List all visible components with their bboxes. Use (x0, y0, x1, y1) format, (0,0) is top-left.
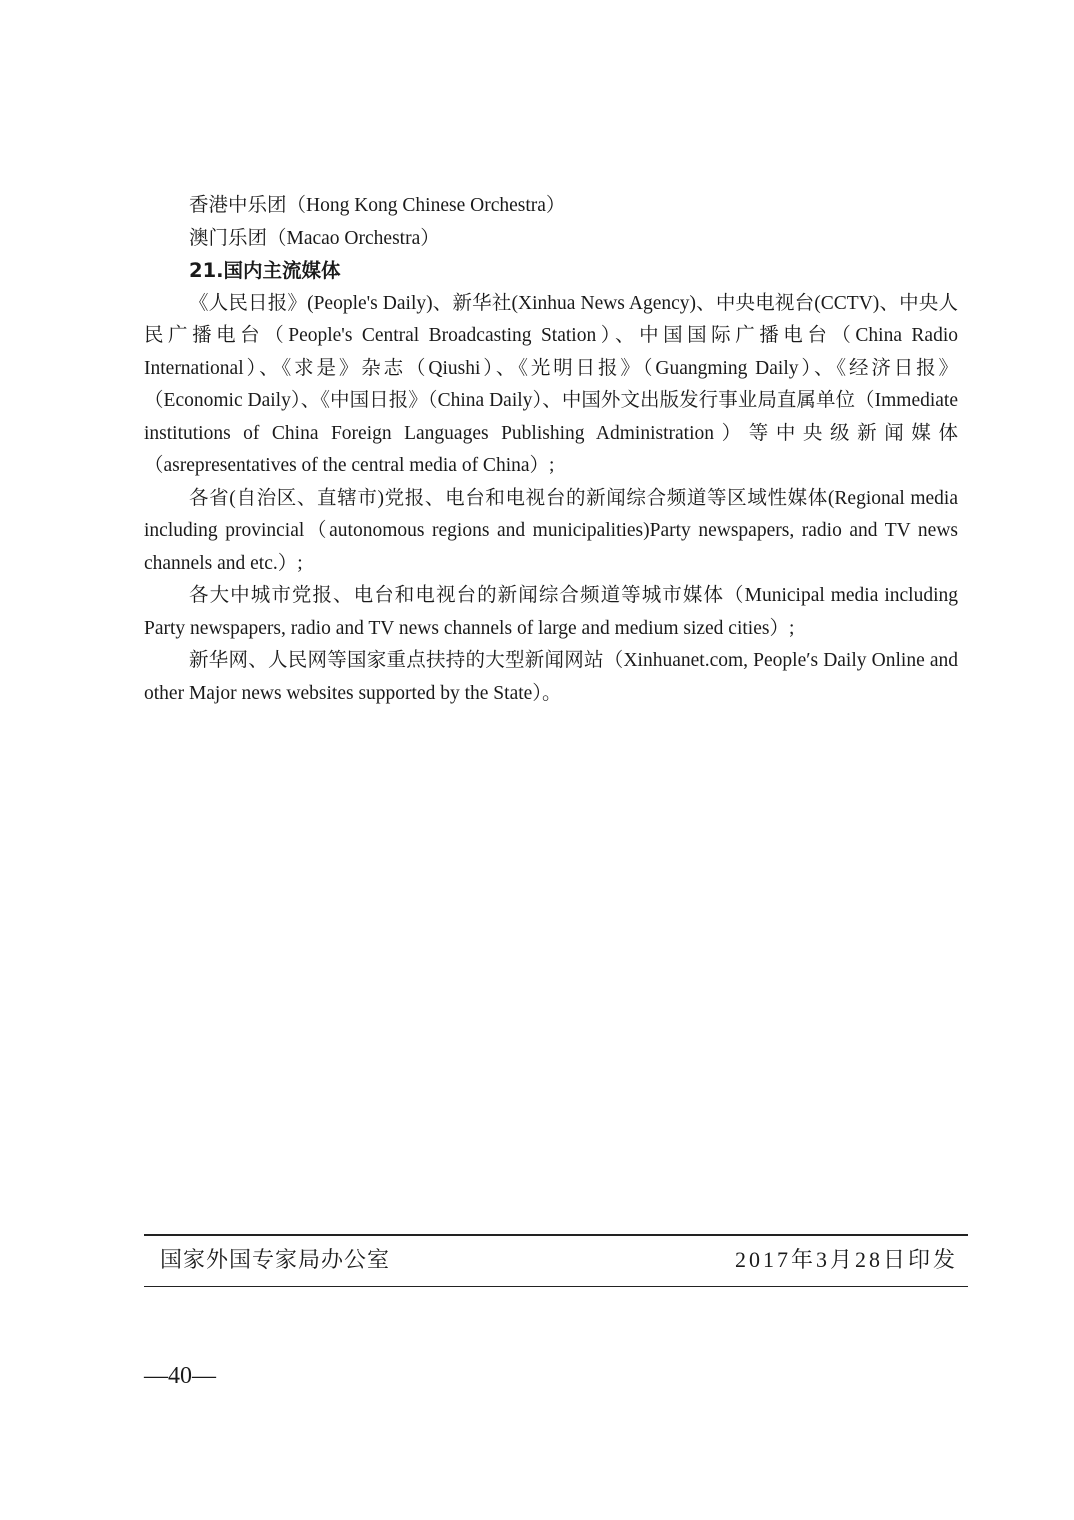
footer-issuer: 国家外国专家局办公室 (160, 1247, 391, 1272)
page-number: —40— (144, 1363, 216, 1389)
document-body (144, 190, 958, 710)
footer-bottom-rule (144, 1286, 968, 1287)
footer-top-rule (144, 1234, 968, 1236)
paragraph-regional-media: 各省(自治区、直辖市)党报、电台和电视台的新闻综合频道等区域性媒体(Regional media including provincial（autonomous regions and municipalities)Party newspapers, radio and TV news channels and etc.）; (144, 487, 958, 574)
macao-orchestra-line: 澳门乐团（Macao Orchestra） (189, 227, 440, 249)
paragraph-news-websites: 新华网、人民网等国家重点扶持的大型新闻网站（Xinhuanet.com, People′s Daily Online and other Major news websites supported by the State）。 (144, 650, 958, 704)
section-heading: 21.国内主流媒体 (189, 259, 341, 282)
hk-orchestra-line: 香港中乐团（Hong Kong Chinese Orchestra） (189, 195, 566, 216)
paragraph-central-media: 《人民日报》(People's Daily)、新华社(Xinhua News Agency)、中央电视台(CCTV)、中央人民广播电台（People's Central Broadcasting Station）、中国国际广播电台（China Radio International）、《求是》杂志（Qiushi）、《光明日报》（Guangming Daily）、《经济日报》（Economic Daily）、《中国日报》（China Daily）、中国外文出版发行事业局直属单位（Immediate institutions of China Foreign Languages Publishing Administration）等中央级新闻媒体（asrepresentatives of the central media of China）; (144, 292, 958, 476)
footer-date: 2017年3月28日印发 (734, 1247, 958, 1272)
paragraph-municipal-media: 各大中城市党报、电台和电视台的新闻综合频道等城市媒体（Municipal media including Party newspapers, radio and TV news channels of large and medium sized cities）; (144, 585, 958, 639)
